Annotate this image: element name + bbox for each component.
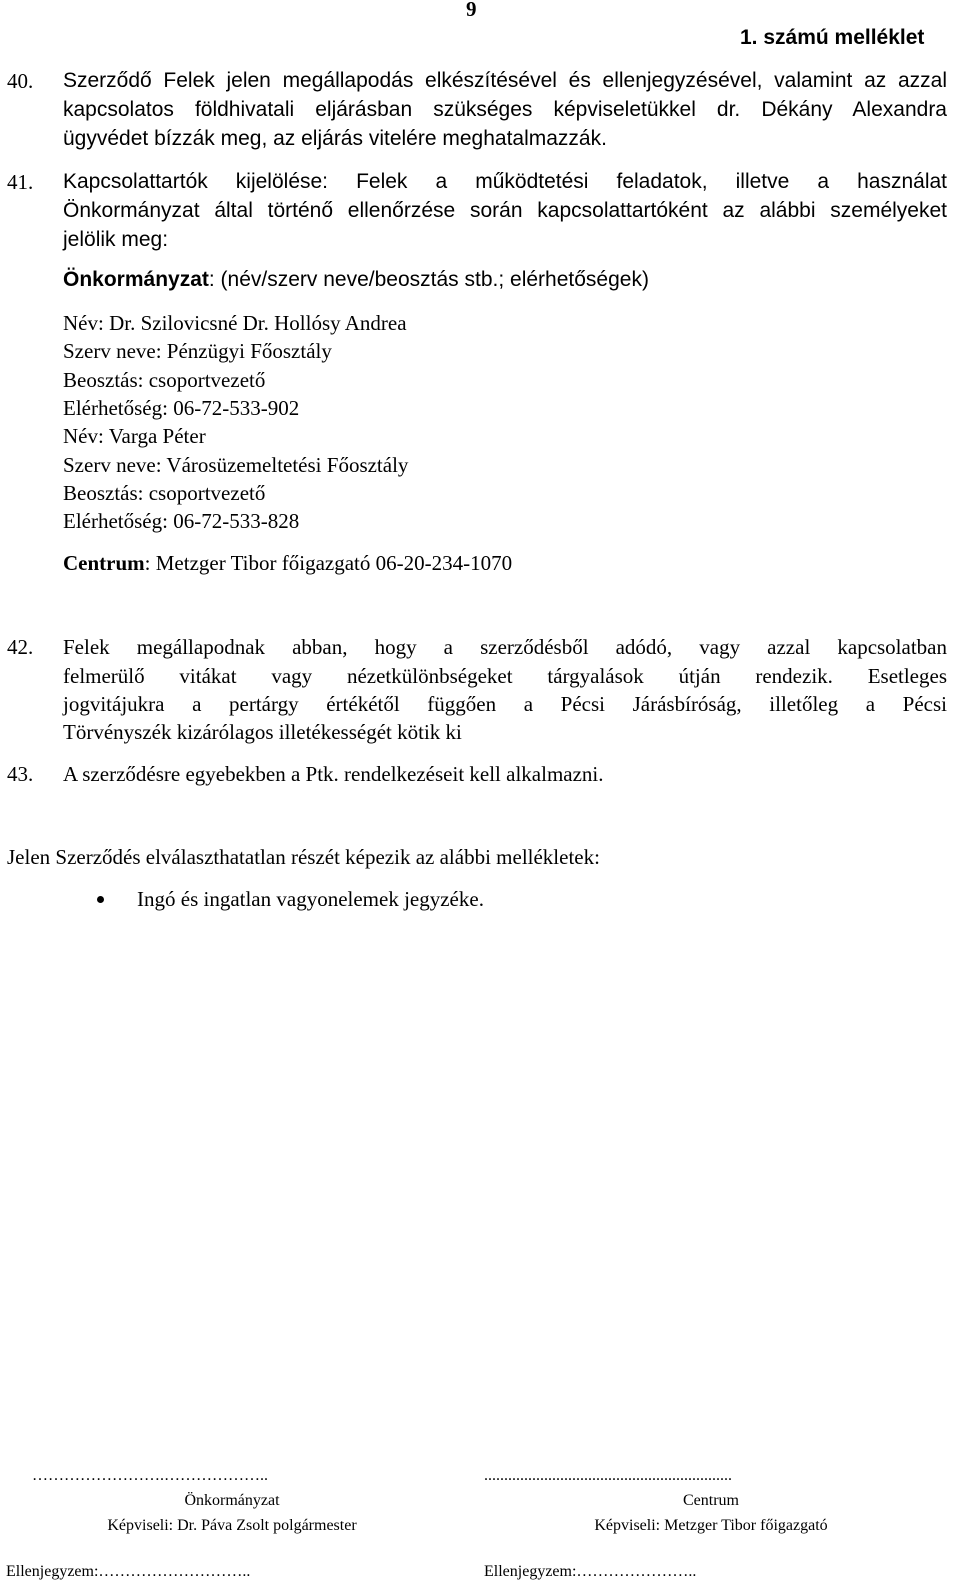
clause-40-line: ügyvédet bízzák meg, az eljárás vitelére meghatalmazzák.: [63, 127, 607, 150]
clause-43-number: 43.: [7, 762, 34, 786]
clause-42-line: Törvényszék kizárólagos illetékességét kötik ki: [63, 720, 462, 744]
contact-line: Elérhetőség: 06-72-533-828: [63, 509, 300, 533]
signature-line-right: ..............................................................: [484, 1467, 732, 1484]
centrum-contact: [63, 549, 512, 577]
countersign-left: Ellenjegyzem:………………………..: [6, 1563, 251, 1580]
clause-42-number: 42.: [7, 635, 34, 659]
annex-item-text: Ingó és ingatlan vagyonelemek jegyzéke.: [137, 887, 484, 911]
contact-line: Beosztás: csoportvezető: [63, 481, 266, 505]
clause-41-line: jelölik meg:: [63, 228, 169, 251]
bullet-icon: [97, 896, 104, 903]
representative-left: Képviseli: Dr. Páva Zsolt polgármester: [107, 1517, 357, 1534]
annexes-intro: Jelen Szerződés elválaszthatatlan részét képezik az alábbi mellékletek:: [7, 845, 600, 869]
clause-42-line: Felek megállapodnak abban, hogy a szerződésből adódó, vagy azzal kapcsolatban: [63, 635, 947, 659]
representative-right: Képviseli: Metzger Tibor főigazgató: [594, 1517, 828, 1534]
clause-40-number: 40.: [7, 69, 34, 93]
contact-line: Elérhetőség: 06-72-533-902: [63, 396, 300, 420]
clause-40-line: Szerződő Felek jelen megállapodás elkészítésével és ellenjegyzésével, valamint az azzal: [63, 69, 947, 92]
contact-line: Szerv neve: Pénzügyi Főosztály: [63, 339, 332, 363]
annex-title: 1. számú melléklet: [740, 26, 925, 49]
clause-41-number: 41.: [7, 170, 34, 194]
clause-42-line: jogvitájukra a pertárgy értékétől függően a Pécsi Járásbíróság, illetőleg a Pécsi: [63, 692, 947, 716]
party-name-right: Centrum: [683, 1492, 739, 1509]
onkormanyzat-label: Önkormányzat: [63, 268, 209, 291]
clause-42-line: felmerülő vitákat vagy nézetkülönbségeket tárgyalások útján rendezik. Esetleges: [63, 664, 947, 688]
contact-line: Szerv neve: Városüzemeltetési Főosztály: [63, 453, 409, 477]
centrum-label-rest: : Metzger Tibor főigazgató 06-20-234-1070: [144, 551, 513, 575]
clause-43-text: A szerződésre egyebekben a Ptk. rendelkezéseit kell alkalmazni.: [63, 762, 604, 786]
signature-line-left: …………………….………………..: [32, 1467, 268, 1484]
clause-40-line: kapcsolatos földhivatali eljárásban szükséges képviseletükkel dr. Dékány Alexandra: [63, 98, 947, 121]
page-number: 9: [466, 0, 477, 21]
contact-line: Név: Varga Péter: [63, 424, 206, 448]
onkormanyzat-contact-heading: [63, 266, 649, 294]
countersign-right: Ellenjegyzem:…………………..: [484, 1563, 697, 1580]
centrum-label: Centrum: [63, 551, 145, 575]
party-name-left: Önkormányzat: [184, 1492, 280, 1509]
clause-41-line: Önkormányzat által történő ellenőrzése során kapcsolattartóként az alábbi személyeket: [63, 199, 947, 222]
clause-41-line: Kapcsolattartók kijelölése: Felek a működtetési feladatok, illetve a használat: [63, 170, 947, 193]
contact-line: Név: Dr. Szilovicsné Dr. Hollósy Andrea: [63, 311, 407, 335]
contact-line: Beosztás: csoportvezető: [63, 368, 266, 392]
onkormanyzat-label-rest: : (név/szerv neve/beosztás stb.; elérhetőségek): [208, 268, 649, 291]
